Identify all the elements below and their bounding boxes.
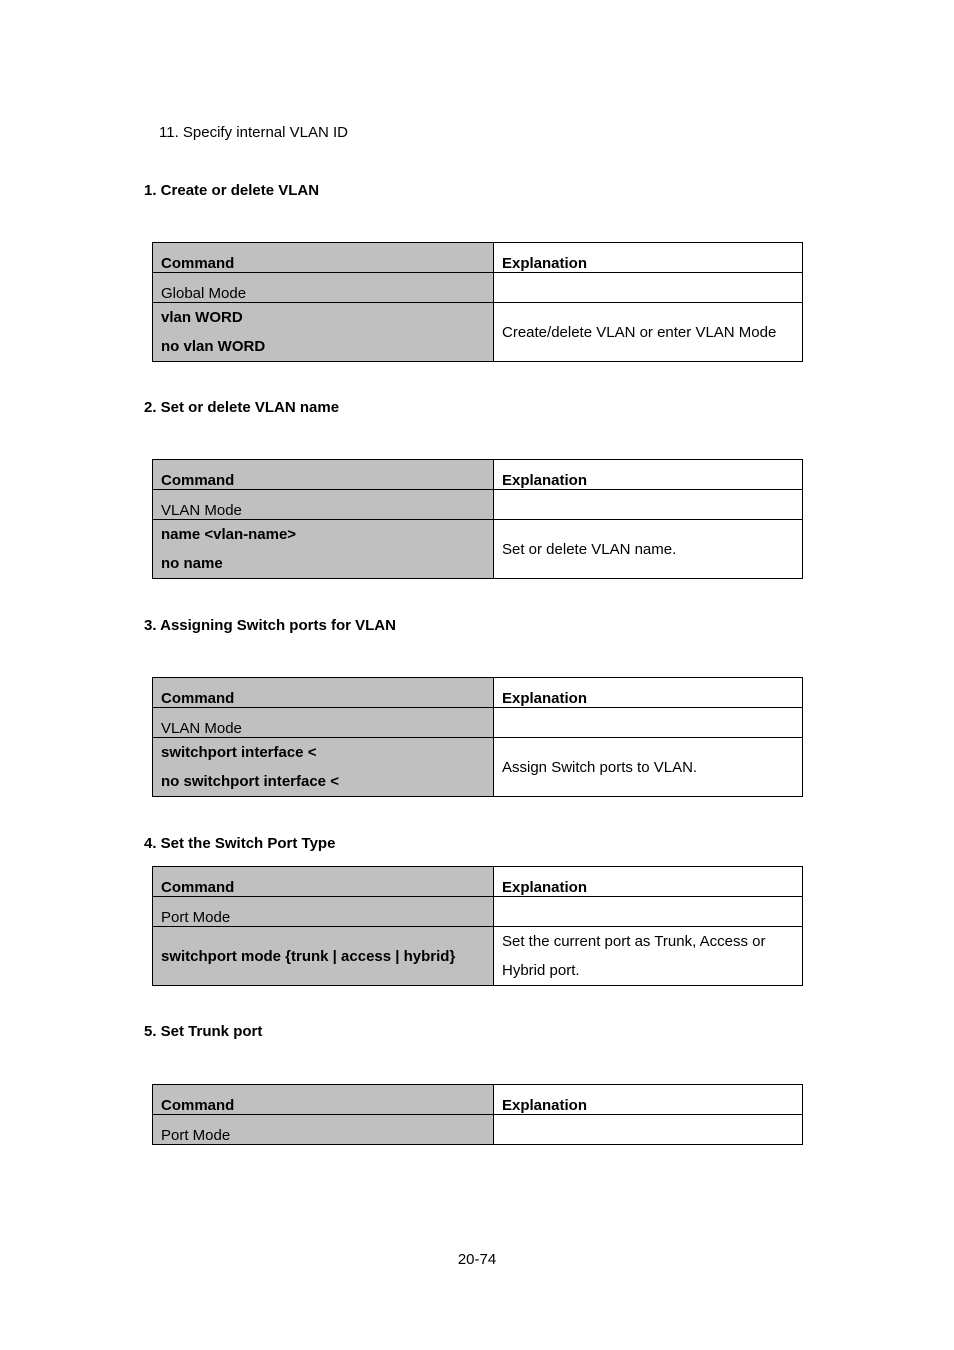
command-text: switchport mode {trunk | access | hybrid} [161,947,456,965]
command-column-header: Command [153,678,494,708]
command-cell [153,303,494,362]
command-table-vlan-name [152,459,803,579]
command-text: no name [161,555,223,572]
empty-cell [494,708,803,738]
mode-cell: Port Mode [153,1115,494,1145]
explanation-cell: Set the current port as Trunk, Access or Hybrid port. [494,927,803,986]
mode-cell: VLAN Mode [153,490,494,520]
command-column-header: Command [153,460,494,490]
empty-cell [494,1115,803,1145]
explanation-cell: Set or delete VLAN name. [494,520,803,579]
empty-cell [494,490,803,520]
section-heading-port-type: 4. Set the Switch Port Type [144,835,336,852]
page-number: 20-74 [457,1251,497,1268]
explanation-column-header: Explanation [494,243,803,273]
command-text: no switchport interface < [161,773,339,790]
command-column-header: Command [153,243,494,273]
command-table-assign-ports [152,677,803,797]
command-column-header: Command [153,867,494,897]
section-heading-create-vlan: 1. Create or delete VLAN [144,182,320,199]
command-text: name <vlan-name> [161,526,297,543]
mode-cell: Port Mode [153,897,494,927]
command-table-create-vlan [152,242,803,362]
explanation-column-header: Explanation [494,867,803,897]
intro-list-item: 11. Specify internal VLAN ID [159,124,348,141]
command-cell [153,738,494,797]
explanation-column-header: Explanation [494,678,803,708]
mode-cell: VLAN Mode [153,708,494,738]
empty-cell [494,897,803,927]
command-cell [153,927,494,986]
command-table-port-type [152,866,803,986]
command-column-header: Command [153,1085,494,1115]
section-heading-trunk-port: 5. Set Trunk port [144,1023,263,1040]
command-text: no vlan WORD [161,338,266,355]
explanation-column-header: Explanation [494,1085,803,1115]
mode-cell: Global Mode [153,273,494,303]
command-text: vlan WORD [161,309,243,326]
section-heading-assign-ports: 3. Assigning Switch ports for VLAN [144,617,396,634]
command-cell [153,520,494,579]
explanation-column-header: Explanation [494,460,803,490]
section-heading-vlan-name: 2. Set or delete VLAN name [144,399,340,416]
command-table-trunk-port [152,1084,803,1145]
explanation-cell: Assign Switch ports to VLAN. [494,738,803,797]
empty-cell [494,273,803,303]
command-text: switchport interface < [161,744,317,761]
explanation-cell: Create/delete VLAN or enter VLAN Mode [494,303,803,362]
